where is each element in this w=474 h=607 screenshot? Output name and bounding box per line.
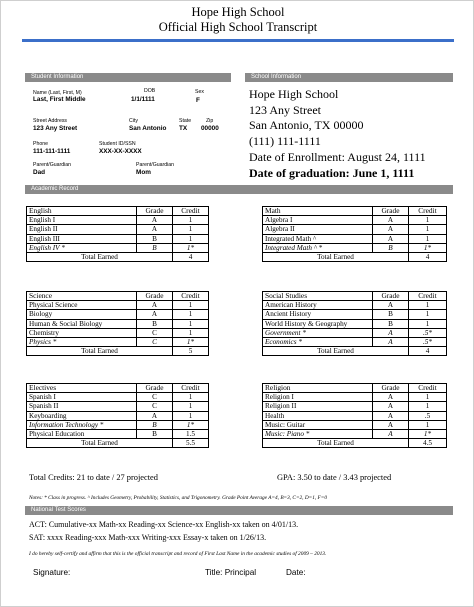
grade-header: Grade [137,292,173,301]
academic-record-bar: Academic Record [25,185,453,194]
table-row [263,411,447,420]
course-name: Biology [27,310,137,319]
school-city: San Antonio, TX 00000 [249,118,364,132]
table-header-row [27,292,209,301]
course-credit: 1 [173,234,209,243]
course-grade: A [137,301,173,310]
course-name: Religion II [263,402,373,411]
total-earned-value: 5 [173,347,209,356]
zip-value: 00000 [201,125,219,132]
course-name: Ancient History [263,310,373,319]
state-value: TX [179,125,188,132]
total-row [263,252,447,261]
course-credit: 1 [173,216,209,225]
parent2-label: Parent/Guardian [136,162,175,168]
course-grade: B [137,243,173,252]
course-grade: C [137,402,173,411]
course-credit: 1 [173,301,209,310]
school-name: Hope High School [249,87,339,101]
student-id-label: Student ID/SSN [99,141,136,147]
course-name: Keyboarding [27,411,137,420]
table-row [263,337,447,346]
course-name: World History & Geography [263,319,373,328]
table-row [263,216,447,225]
course-name: Health [263,411,373,420]
section-title: English [27,207,137,216]
course-credit: 1* [173,243,209,252]
section-title: Electives [27,384,137,393]
school-phone: (111) 111-1111 [249,134,321,148]
course-grade: A [373,301,409,310]
parent1-label: Parent/Guardian [33,162,72,168]
table-header-row [27,384,209,393]
course-credit: .5* [409,328,447,337]
course-credit: 1 [173,393,209,402]
total-earned-label: Total Earned [27,347,173,356]
total-earned-label: Total Earned [263,439,409,448]
total-row [27,347,209,356]
total-earned-label: Total Earned [263,347,409,356]
course-name: Integrated Math ^ [263,234,373,243]
course-credit: 1* [409,243,447,252]
credit-header: Credit [409,384,447,393]
course-name: Information Technology * [27,420,137,429]
grade-header: Grade [373,384,409,393]
city-label: City [129,118,138,124]
table-row [263,319,447,328]
credit-header: Credit [173,384,209,393]
course-credit: 1 [173,319,209,328]
table-row [27,402,209,411]
course-grade: C [137,337,173,346]
total-earned-value: 4.5 [409,439,447,448]
course-credit: 1 [409,420,447,429]
course-grade: B [373,319,409,328]
course-name: Physical Science [27,301,137,310]
street-label: Street Address [33,118,68,124]
course-grade: A [373,402,409,411]
table-row [27,234,209,243]
course-credit: 1.5 [173,429,209,438]
english-table [26,206,209,262]
course-grade: A [373,234,409,243]
header-divider [22,39,454,42]
total-earned-label: Total Earned [27,439,173,448]
zip-label: Zip [206,118,214,124]
table-row [263,243,447,252]
course-name: Human & Social Biology [27,319,137,328]
course-name: Algebra I [263,216,373,225]
course-credit: .5* [409,337,447,346]
table-row [263,301,447,310]
table-row [27,337,209,346]
course-grade: B [137,319,173,328]
course-grade: C [137,328,173,337]
course-credit: 1 [409,301,447,310]
course-grade: B [373,243,409,252]
graduation-date: Date of graduation: June 1, 1111 [249,166,415,180]
grade-header: Grade [373,207,409,216]
total-earned-value: 4 [173,252,209,261]
table-header-row [263,384,447,393]
course-name: American History [263,301,373,310]
credit-header: Credit [173,292,209,301]
sex-label: Sex [195,89,204,95]
sat-score: SAT: xxxx Reading-xxx Math-xxx Writing-xxx Essay-x taken on 1/26/13. [29,533,267,542]
total-earned-label: Total Earned [263,252,409,261]
course-credit: 1 [409,393,447,402]
course-credit: 1 [409,234,447,243]
course-grade: A [373,337,409,346]
student-id-value: XXX-XX-XXXX [99,148,142,155]
certification-statement: I do hereby self-certify and affirm that this is the official transcript and record of First Last Name in the academic studies of 2009 – 2013. [29,551,327,557]
table-row [27,243,209,252]
course-credit: 1 [409,310,447,319]
course-grade: A [373,420,409,429]
course-grade: C [137,393,173,402]
course-credit: 1 [409,319,447,328]
course-grade: A [373,225,409,234]
student-info-bar: Student Information [25,73,231,82]
course-name: Algebra II [263,225,373,234]
sex-value: F [196,97,200,104]
course-name: Physics * [27,337,137,346]
social-studies-table [262,291,447,356]
table-row [263,234,447,243]
course-credit: 1 [173,328,209,337]
course-grade: A [373,411,409,420]
section-title: Religion [263,384,373,393]
course-credit: 1* [173,420,209,429]
course-grade: A [137,216,173,225]
course-grade: A [137,310,173,319]
school-info-bar: School Information [245,73,453,82]
table-row [27,328,209,337]
section-title: Science [27,292,137,301]
street-value: 123 Any Street [33,125,78,132]
credit-header: Credit [409,292,447,301]
school-title: Hope High School [191,5,285,19]
phone-value: 111-111-1111 [33,148,71,155]
course-grade: B [137,234,173,243]
dob-label: DOB [144,88,156,94]
course-grade: A [373,328,409,337]
science-table [26,291,209,356]
course-grade: A [373,393,409,402]
total-row [263,347,447,356]
course-credit: .5 [409,411,447,420]
credit-header: Credit [409,207,447,216]
table-row [263,225,447,234]
table-row [27,301,209,310]
course-name: Physical Education [27,429,137,438]
city-value: San Antonio [129,125,167,132]
course-grade: A [137,411,173,420]
course-credit: 1 [173,225,209,234]
table-row [263,429,447,438]
section-title: Math [263,207,373,216]
total-earned-label: Total Earned [27,252,173,261]
course-credit: 1* [173,337,209,346]
course-grade: A [137,225,173,234]
total-row [263,439,447,448]
math-table [262,206,447,262]
act-score: ACT: Cumulative-xx Math-xx Reading-xx Science-xx English-xx taken on 4/01/13. [29,520,299,529]
grade-header: Grade [137,207,173,216]
course-name: English I [27,216,137,225]
phone-label: Phone [33,141,49,147]
total-earned-value: 4 [409,347,447,356]
course-name: Spanish II [27,402,137,411]
signature-label: Signature: [33,568,71,577]
course-name: Music: Piano * [263,429,373,438]
grade-header: Grade [373,292,409,301]
table-header-row [263,292,447,301]
table-row [263,393,447,402]
total-row [27,252,209,261]
date-label: Date: [286,568,306,577]
state-label: State [179,118,192,124]
parent2-value: Mom [136,169,151,176]
course-name: Integrated Math ^ * [263,243,373,252]
course-name: Economics * [263,337,373,346]
name-label: Name (Last, First, M) [33,90,82,96]
table-header-row [27,207,209,216]
course-credit: 1* [409,429,447,438]
title-label: Title: Principal [205,568,257,577]
course-name: English IV * [27,243,137,252]
course-name: Spanish I [27,393,137,402]
electives-table [26,383,209,448]
course-name: Religion I [263,393,373,402]
table-row [27,310,209,319]
credit-header: Credit [173,207,209,216]
total-credits: Total Credits: 21 to date / 27 projected [29,473,158,482]
test-scores-bar: National Test Scores [25,506,453,515]
section-title: Social Studies [263,292,373,301]
total-earned-value: 4 [409,252,447,261]
table-row [27,393,209,402]
dob-value: 1/1/1111 [131,96,155,103]
course-credit: 1 [173,402,209,411]
total-earned-value: 5.5 [173,439,209,448]
table-header-row [263,207,447,216]
course-credit: 1 [409,402,447,411]
course-name: Chemistry [27,328,137,337]
parent1-value: Dad [33,169,46,176]
table-row [27,429,209,438]
table-row [27,225,209,234]
school-street: 123 Any Street [249,103,321,117]
course-grade: A [373,429,409,438]
table-row [27,319,209,328]
grade-header: Grade [137,384,173,393]
course-credit: 1 [409,216,447,225]
table-row [263,420,447,429]
course-grade: B [373,310,409,319]
course-credit: 1 [173,411,209,420]
course-name: Music: Guitar [263,420,373,429]
table-row [27,216,209,225]
course-grade: B [137,429,173,438]
table-row [263,402,447,411]
course-name: English III [27,234,137,243]
religion-table [262,383,447,448]
table-row [263,328,447,337]
notes: Notes: * Class in progress. ^ Includes Geometry, Probability, Statistics, and Trigonometry. Grade Point Average A=4, B=3, C=2, D=1, F=0 [29,495,327,501]
document-title: Official High School Transcript [158,20,318,34]
table-row [263,310,447,319]
course-name: English II [27,225,137,234]
course-credit: 1 [173,310,209,319]
course-grade: A [373,216,409,225]
table-row [27,411,209,420]
table-row [27,420,209,429]
total-row [27,439,209,448]
course-name: Government * [263,328,373,337]
course-grade: B [137,420,173,429]
course-credit: 1 [409,225,447,234]
gpa: GPA: 3.50 to date / 3.43 projected [277,473,392,482]
name-value: Last, First Middle [33,96,86,103]
enrollment-date: Date of Enrollment: August 24, 1111 [249,150,426,164]
